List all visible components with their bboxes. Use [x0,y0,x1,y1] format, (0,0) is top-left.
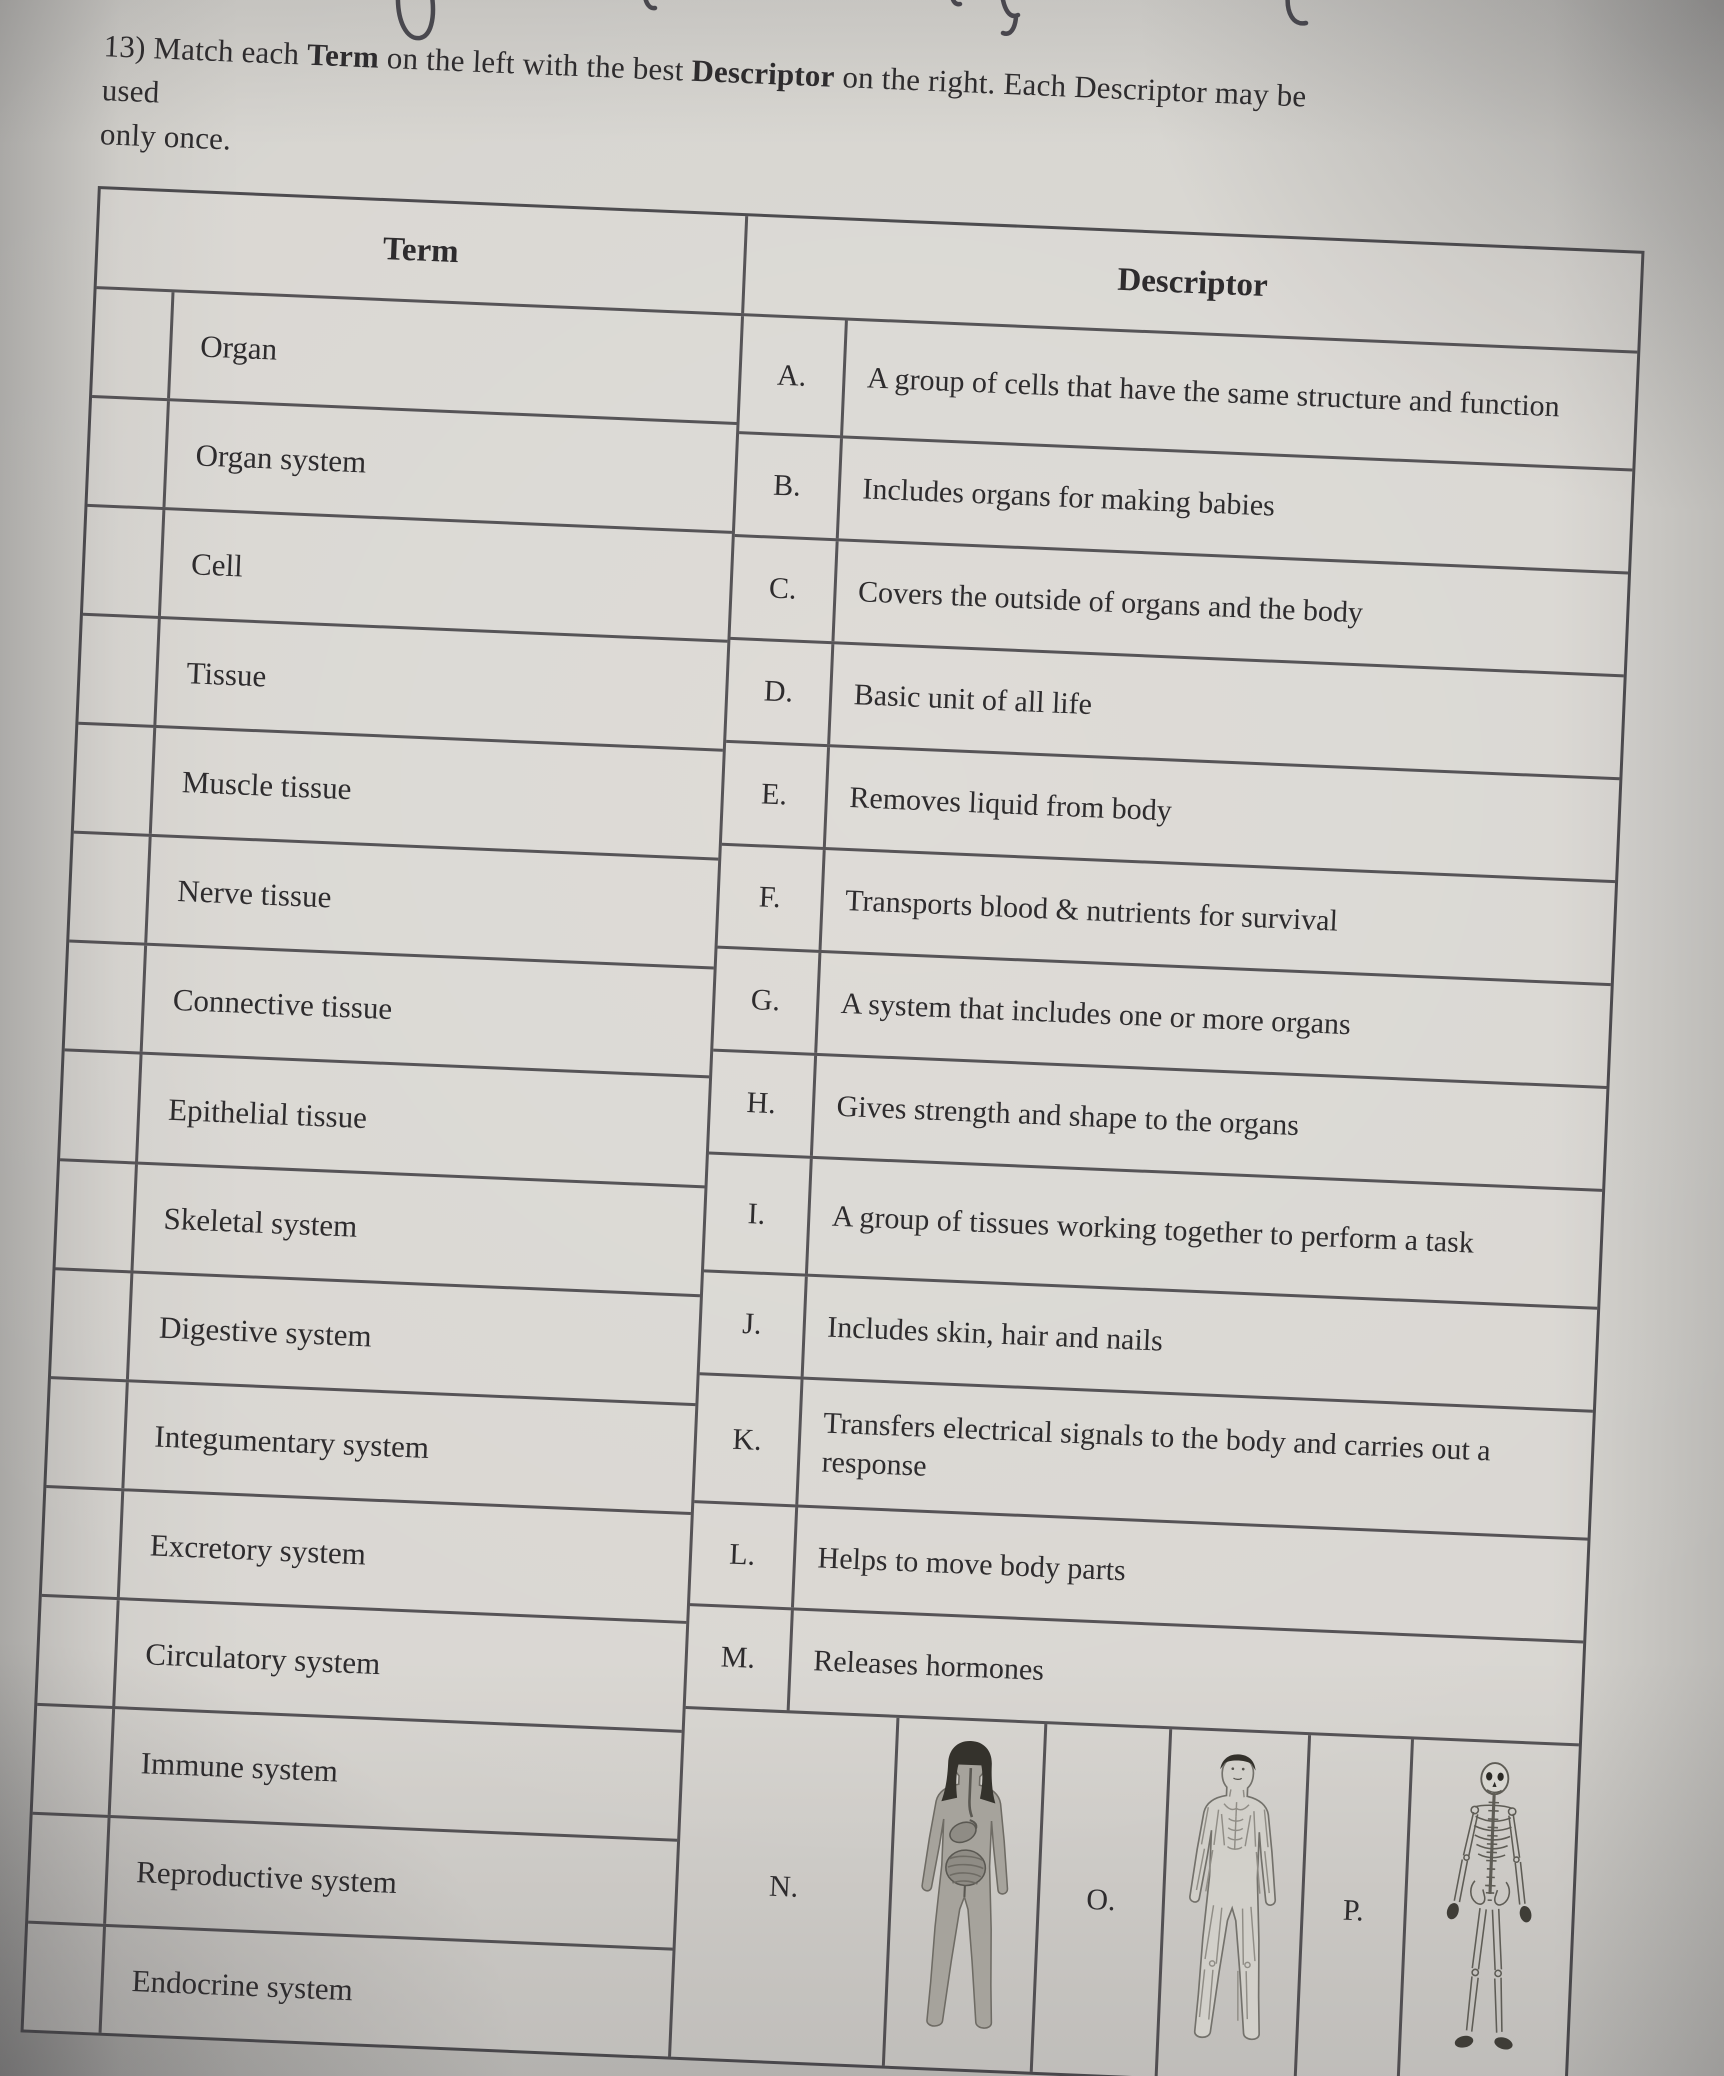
answer-blank-cell [24,1924,106,2033]
descriptor-letter: F. [717,846,825,950]
term-label: Digestive system [158,1309,373,1354]
descriptor-letter: D. [726,640,834,744]
term-label: Circulatory system [144,1636,382,1681]
answer-blank-cell [92,289,174,398]
muscular-system-figure [1164,1748,1302,2065]
descriptor-text: Gives strength and shape to the organs [835,1089,1300,1142]
answer-blank-cell [37,1597,119,1706]
figure-cell-skeleton [1399,1740,1579,2076]
term-column [24,289,744,2057]
descriptor-text: Basic unit of all life [853,678,1093,721]
term-label: Tissue [185,655,268,694]
descriptor-letter: M. [685,1606,793,1710]
descriptor-text: Includes skin, hair and nails [826,1310,1164,1358]
descriptor-letter: C. [730,537,838,641]
figure-cell-digestive [885,1718,1047,2072]
skeletal-system-figure [1420,1758,1558,2075]
descriptor-text: Includes organs for making babies [861,472,1276,523]
figure-letter-o: O. [1033,1724,1173,2076]
descriptor-text: Transfers electrical signals to the body and carries out a response [821,1406,1492,1483]
answer-blank-cell [60,1052,142,1161]
answer-blank-cell [69,834,151,943]
answer-blank-cell [65,943,147,1052]
term-label: Skeletal system [163,1200,359,1244]
term-label: Excretory system [149,1527,367,1572]
figure-row [671,1709,1579,2076]
descriptor-letter: E. [722,743,830,847]
descriptor-letter: I. [704,1155,813,1274]
figure-letter-n: N. [671,1709,900,2066]
question-line-1: 13) Match each Term on the left with the best Descriptor on the right. Each Descriptor may be used [101,28,1308,114]
descriptor-letter: L. [690,1503,798,1607]
descriptor-text: Releases hormones [812,1644,1045,1687]
table-body [24,289,1638,2076]
descriptor-letter: K. [694,1375,803,1504]
term-label: Organ [199,328,278,367]
matching-table [20,186,1644,2076]
answer-blank-cell [78,616,160,725]
term-label: Reproductive system [135,1854,398,1900]
term-label: Muscle tissue [181,764,353,807]
descriptor-text: A group of tissues working together to perform a task [831,1200,1475,1260]
answer-blank-cell [28,1815,110,1924]
descriptor-text: A system that includes one or more organs [840,986,1352,1042]
answer-blank-cell [74,725,156,834]
descriptor-text: Helps to move body parts [817,1541,1127,1588]
descriptor-text: Transports blood & nutrients for survival [844,883,1339,938]
term-label: Cell [190,546,244,584]
answer-blank-cell [88,398,170,507]
handwriting-marks [0,0,1724,60]
term-label: Endocrine system [131,1963,354,2008]
descriptor-column-header: Descriptor [1116,261,1269,305]
descriptor-text: Removes liquid from body [848,780,1173,828]
term-label: Connective tissue [172,982,393,1027]
answer-blank-cell [46,1379,128,1488]
term-label: Organ system [194,437,368,480]
figure-cell-muscular [1158,1729,1311,2076]
descriptor-letter: J. [699,1272,807,1376]
term-label: Nerve tissue [176,873,333,915]
answer-blank-cell [42,1488,124,1597]
answer-blank-cell [33,1706,115,1815]
descriptor-letter: A. [739,316,848,435]
digestive-system-figure [896,1736,1034,2053]
descriptor-letter: H. [709,1052,817,1156]
answer-blank-cell [51,1270,133,1379]
descriptor-letter: B. [734,434,842,538]
answer-blank-cell [83,507,165,616]
term-label: Epithelial tissue [167,1091,368,1135]
term-label: Immune system [140,1745,339,1789]
question-line-2: only once. [99,116,232,157]
descriptor-text: A group of cells that have the same structure and function [866,361,1561,424]
descriptor-letter: G. [713,949,821,1053]
descriptor-column [671,316,1638,2076]
descriptor-text: Covers the outside of organs and the body [857,575,1364,630]
answer-blank-cell [56,1161,138,1270]
figure-letter-p: P. [1296,1735,1413,2076]
term-label: Integumentary system [153,1418,430,1465]
term-column-header: Term [97,189,748,313]
